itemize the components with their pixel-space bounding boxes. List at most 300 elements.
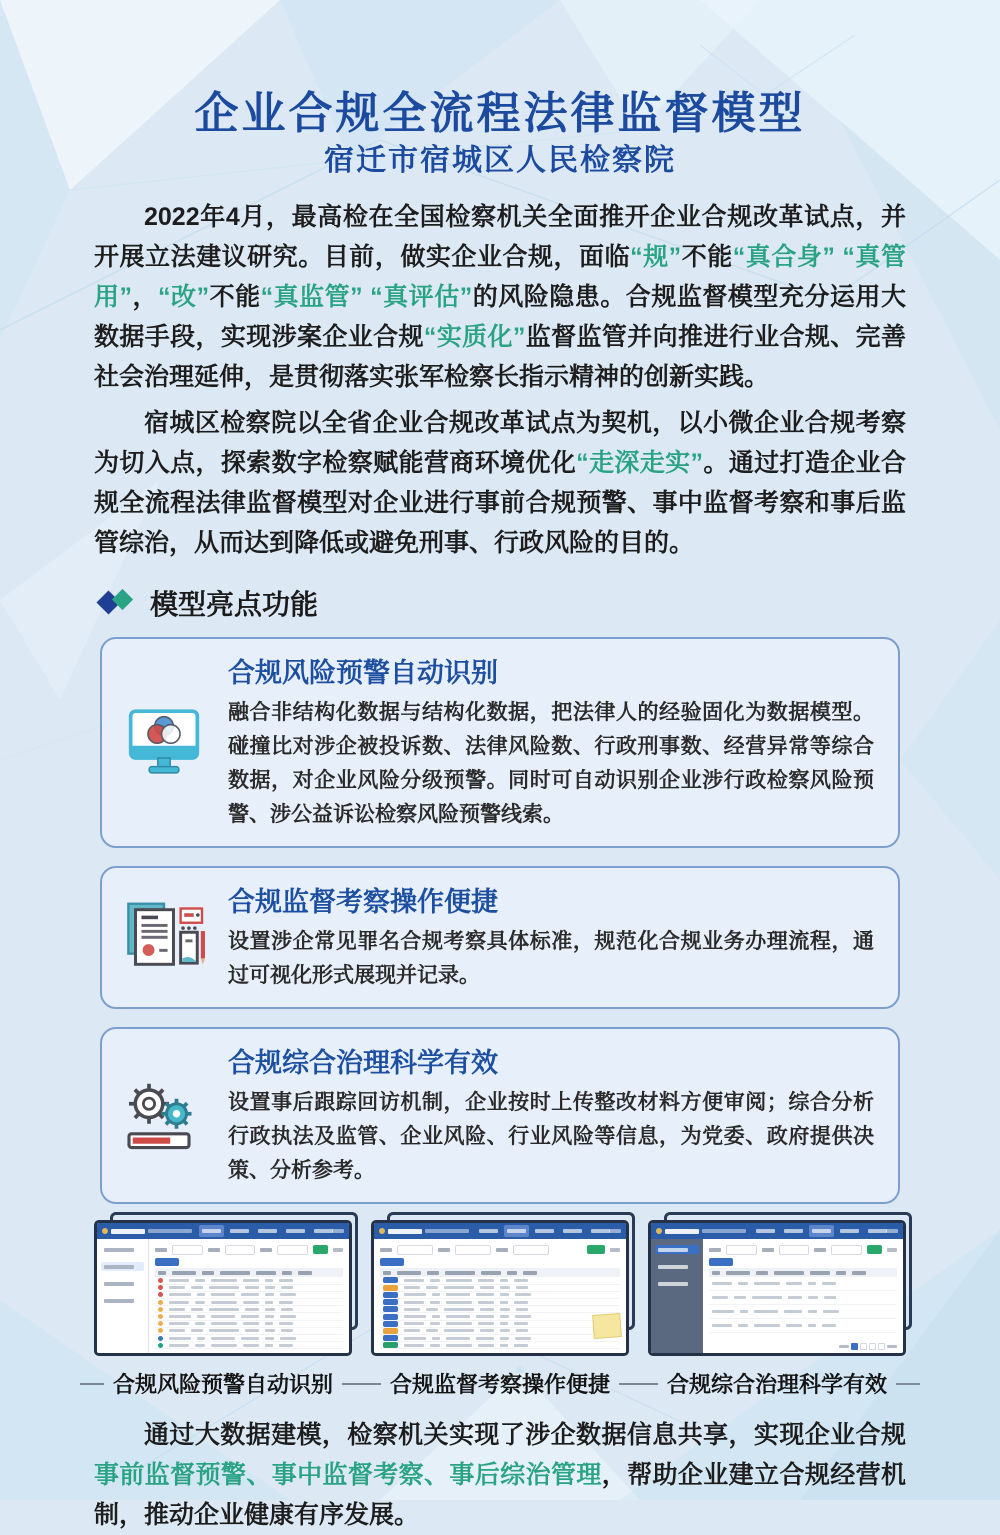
mini-window-header	[97, 1223, 349, 1239]
mini-table-row	[380, 1277, 620, 1284]
placeholder-bar	[784, 1229, 803, 1233]
placeholder-bar	[446, 1337, 470, 1340]
status-dot	[158, 1321, 163, 1326]
mini-filter-row	[380, 1243, 620, 1256]
mini-action-row	[155, 1256, 343, 1268]
placeholder-bar	[609, 1229, 621, 1233]
caption-supervision	[371, 1368, 629, 1399]
placeholder-bar	[333, 1248, 343, 1252]
mini-nav-item	[504, 1225, 529, 1237]
placeholder-bar	[279, 1301, 293, 1304]
text-segment: 。通过打造企业合规全流程法律监督模型对企业进行事前合规预警、事中监督考察和事后监管综治，从而达到降低或避免刑事、行政风险的目的。	[94, 449, 906, 558]
placeholder-bar	[279, 1344, 293, 1347]
highlighted-text: “真管用”	[94, 243, 906, 312]
status-badge	[383, 1328, 398, 1334]
placeholder-bar	[480, 1329, 494, 1332]
highlighted-text: “真监管”	[260, 283, 363, 312]
mini-table-row	[380, 1321, 620, 1328]
placeholder-bar	[887, 1248, 897, 1252]
emblem-icon	[102, 1228, 108, 1234]
placeholder-bar	[752, 1296, 782, 1299]
gears-icon	[114, 1076, 214, 1154]
screenshot-row	[94, 1220, 906, 1356]
text-segment: 的风险隐患。合规监督模型充分运用大数据手段，实现涉案企业合规	[94, 283, 906, 352]
mini-table-header	[709, 1268, 897, 1277]
status-badge	[383, 1285, 398, 1291]
placeholder-bar	[430, 1279, 440, 1282]
placeholder-bar	[388, 1229, 422, 1234]
mini-nav	[199, 1225, 329, 1237]
placeholder-bar	[516, 1329, 528, 1332]
placeholder-bar	[298, 1271, 312, 1275]
placeholder-bar	[738, 1282, 748, 1285]
placeholder-bar	[230, 1229, 249, 1233]
mini-add-button	[709, 1258, 733, 1266]
placeholder-bar	[404, 1315, 426, 1318]
placeholder-bar	[762, 1248, 774, 1252]
placeholder-bar	[754, 1310, 778, 1313]
text-segment: 宿城区检察院以全省企业合规改革试点为契机，以小微企业合规考察为切入点，探索数字检察赋能营商环境优化	[94, 409, 906, 478]
placeholder-bar	[241, 1337, 259, 1340]
placeholder-bar	[208, 1248, 220, 1252]
mini-sidebar-item	[101, 1245, 144, 1254]
placeholder-bar	[887, 1345, 897, 1348]
placeholder-bar	[195, 1322, 205, 1325]
placeholder-bar	[191, 1286, 203, 1289]
placeholder-bar	[282, 1271, 292, 1275]
placeholder-bar	[756, 1271, 768, 1275]
placeholder-bar	[260, 1248, 272, 1252]
placeholder-bar	[197, 1293, 205, 1296]
monitor-venn-icon	[114, 705, 214, 779]
placeholder-bar	[148, 1229, 192, 1233]
mini-input	[172, 1245, 203, 1255]
placeholder-bar	[476, 1315, 494, 1318]
placeholder-bar	[426, 1329, 438, 1332]
placeholder-bar	[786, 1282, 802, 1285]
placeholder-bar	[658, 1265, 688, 1269]
placeholder-bar	[404, 1286, 420, 1289]
mini-table-row	[380, 1285, 620, 1292]
placeholder-bar	[712, 1296, 728, 1299]
placeholder-bar	[265, 1301, 273, 1304]
status-badge	[383, 1299, 398, 1305]
placeholder-bar	[836, 1271, 846, 1275]
mini-main	[703, 1239, 903, 1353]
placeholder-bar	[169, 1337, 191, 1340]
placeholder-bar	[169, 1293, 191, 1296]
placeholder-bar	[404, 1344, 424, 1347]
placeholder-bar	[446, 1315, 470, 1318]
placeholder-bar	[514, 1322, 528, 1325]
mini-nav	[753, 1225, 883, 1237]
placeholder-bar	[444, 1286, 474, 1289]
mini-table-row	[155, 1277, 343, 1284]
mini-action-row	[380, 1256, 620, 1268]
placeholder-bar	[444, 1308, 474, 1311]
placeholder-bar	[712, 1310, 734, 1313]
mini-nav-item	[753, 1225, 778, 1237]
placeholder-bar	[243, 1344, 259, 1347]
status-badge	[383, 1342, 398, 1348]
mini-pagination	[839, 1343, 897, 1350]
mini-table-rows	[380, 1277, 620, 1349]
placeholder-bar	[446, 1279, 472, 1282]
sticky-note	[592, 1313, 622, 1339]
placeholder-bar	[211, 1344, 237, 1347]
placeholder-bar	[104, 1282, 134, 1286]
placeholder-bar	[516, 1308, 528, 1311]
placeholder-bar	[726, 1271, 750, 1275]
placeholder-bar	[279, 1322, 293, 1325]
dash-line	[80, 1383, 104, 1385]
status-dot	[158, 1300, 163, 1305]
caption-label: 合规监督考察操作便捷	[390, 1372, 611, 1398]
placeholder-bar	[478, 1279, 494, 1282]
placeholder-bar	[712, 1324, 732, 1327]
status-dot	[158, 1292, 163, 1297]
placeholder-bar	[754, 1324, 780, 1327]
mini-input	[726, 1245, 757, 1255]
placeholder-bar	[169, 1329, 185, 1332]
mini-table-row	[380, 1299, 620, 1306]
double-diamond-icon	[94, 585, 140, 621]
mini-sidebar	[97, 1239, 149, 1353]
placeholder-bar	[438, 1248, 450, 1252]
status-dot	[158, 1314, 163, 1319]
placeholder-bar	[104, 1299, 134, 1303]
placeholder-bar	[515, 1337, 531, 1340]
placeholder-bar	[515, 1315, 531, 1318]
card-body: 融合非结构化数据与结构化数据，把法律人的经验固化为数据模型。碰撞比对涉企被投诉数、法律风险数、行政刑事数、经营异常等综合数据，对企业风险分级预警。同时可自动识别企业涉行政检察风险预警、涉公益诉讼检察风险预警线索。	[228, 701, 874, 827]
screenshot-captions	[94, 1368, 906, 1399]
mini-table-row	[155, 1342, 343, 1349]
mini-nav-item	[199, 1225, 224, 1237]
mini-table-rows	[155, 1277, 343, 1349]
mini-search-button	[313, 1245, 328, 1254]
status-badge	[383, 1335, 398, 1341]
text-segment: 不能	[209, 283, 261, 312]
placeholder-bar	[852, 1271, 866, 1275]
mini-main	[374, 1239, 626, 1353]
placeholder-bar	[658, 1248, 688, 1252]
placeholder-bar	[169, 1301, 189, 1304]
card-title: 合规综合治理科学有效	[228, 1048, 498, 1079]
placeholder-bar	[500, 1344, 508, 1347]
dash-line	[634, 1383, 658, 1385]
placeholder-bar	[427, 1271, 439, 1275]
card-text	[228, 880, 874, 993]
placeholder-bar	[265, 1344, 273, 1347]
text-segment: 通过大数据建模，检察机关实现了涉企数据信息共享，实现企业合规	[144, 1421, 906, 1450]
placeholder-bar	[404, 1308, 420, 1311]
placeholder-bar	[265, 1322, 273, 1325]
placeholder-bar	[211, 1315, 235, 1318]
mini-table-row	[380, 1306, 620, 1313]
highlighted-text: 事前监督预警、事中监督考察、事后综治管理	[94, 1461, 602, 1490]
placeholder-bar	[104, 1265, 134, 1269]
placeholder-bar	[774, 1271, 804, 1275]
placeholder-bar	[812, 1229, 831, 1233]
placeholder-bar	[507, 1229, 526, 1233]
placeholder-bar	[514, 1301, 528, 1304]
mini-add-button	[380, 1258, 404, 1266]
placeholder-bar	[426, 1308, 438, 1311]
placeholder-bar	[243, 1279, 259, 1282]
mini-sidebar-item	[655, 1262, 699, 1271]
placeholder-bar	[446, 1322, 472, 1325]
placeholder-bar	[211, 1301, 237, 1304]
text-segment: 2022年4月，最高检在全国检察机关全面推开企业合规改革试点，并开展立法建议研究。目前，做实企业合规，面临	[94, 203, 906, 272]
mini-table-row	[155, 1299, 343, 1306]
placeholder-bar	[241, 1315, 259, 1318]
placeholder-bar	[281, 1286, 293, 1289]
placeholder-bar	[430, 1301, 440, 1304]
mini-window-header	[651, 1223, 903, 1239]
mini-sidebar-item	[101, 1279, 144, 1288]
placeholder-bar	[245, 1286, 259, 1289]
status-badge	[383, 1277, 398, 1283]
highlighted-text: “实质化”	[423, 323, 526, 352]
placeholder-bar	[500, 1308, 510, 1311]
placeholder-bar	[265, 1293, 274, 1296]
mini-table-row	[155, 1285, 343, 1292]
page-button	[869, 1343, 876, 1350]
mini-sidebar-item	[655, 1279, 699, 1288]
placeholder-bar	[756, 1229, 775, 1233]
placeholder-bar	[523, 1271, 537, 1275]
section-header	[94, 583, 906, 623]
mini-table-row	[155, 1292, 343, 1299]
placeholder-bar	[702, 1229, 746, 1233]
placeholder-bar	[824, 1296, 836, 1299]
placeholder-bar	[111, 1229, 145, 1234]
placeholder-bar	[591, 1229, 610, 1233]
placeholder-bar	[478, 1301, 494, 1304]
mini-input	[225, 1245, 256, 1255]
mini-table-row	[380, 1313, 620, 1320]
mini-nav-item	[809, 1225, 834, 1237]
placeholder-bar	[241, 1293, 259, 1296]
placeholder-bar	[243, 1322, 259, 1325]
placeholder-bar	[500, 1301, 508, 1304]
card-body: 设置事后跟踪回访机制，企业按时上传整改材料方便审阅；综合分析行政执法及监管、企业风险、行业风险等信息，为党委、政府提供决策、分析参考。	[228, 1091, 874, 1183]
placeholder-bar	[314, 1229, 333, 1233]
status-dot	[158, 1307, 163, 1312]
placeholder-bar	[480, 1308, 494, 1311]
mini-table-header	[380, 1268, 620, 1277]
placeholder-bar	[404, 1322, 424, 1325]
placeholder-bar	[209, 1308, 239, 1311]
placeholder-bar	[430, 1322, 440, 1325]
placeholder-bar	[202, 1229, 221, 1233]
highlighted-text: “真合身”	[732, 243, 835, 272]
placeholder-bar	[211, 1279, 237, 1282]
placeholder-bar	[480, 1286, 494, 1289]
card-comprehensive-governance	[100, 1027, 900, 1204]
placeholder-bar	[446, 1344, 472, 1347]
placeholder-bar	[500, 1286, 510, 1289]
placeholder-bar	[158, 1271, 166, 1275]
placeholder-bar	[444, 1329, 474, 1332]
page-button	[860, 1343, 867, 1350]
placeholder-bar	[500, 1279, 508, 1282]
placeholder-bar	[500, 1329, 510, 1332]
placeholder-bar	[209, 1286, 239, 1289]
card-text	[228, 1041, 874, 1188]
mini-window	[371, 1220, 629, 1356]
placeholder-bar	[220, 1271, 250, 1275]
text-segment: 监督监管并向推进行业合规、完善社会治理延伸，是贯彻落实张军检察长指示精神的创新实践。	[94, 323, 906, 392]
card-risk-warning	[100, 637, 900, 848]
text-segment: 不能	[681, 243, 733, 272]
placeholder-bar	[479, 1229, 498, 1233]
placeholder-bar	[808, 1296, 818, 1299]
placeholder-bar	[822, 1324, 836, 1327]
status-dot	[158, 1278, 163, 1283]
placeholder-bar	[265, 1279, 273, 1282]
mini-table-row	[709, 1319, 897, 1333]
placeholder-bar	[279, 1279, 293, 1282]
placeholder-bar	[211, 1337, 235, 1340]
mini-table-header	[155, 1268, 343, 1277]
placeholder-bar	[478, 1344, 494, 1347]
placeholder-bar	[280, 1293, 296, 1296]
placeholder-bar	[155, 1248, 167, 1252]
placeholder-bar	[404, 1279, 424, 1282]
placeholder-bar	[535, 1229, 554, 1233]
placeholder-bar	[280, 1337, 296, 1340]
card-title: 合规监督考察操作便捷	[228, 887, 498, 918]
placeholder-bar	[514, 1279, 528, 1282]
mini-input	[277, 1245, 308, 1255]
placeholder-bar	[169, 1344, 189, 1347]
card-supervision-inspection	[100, 866, 900, 1009]
placeholder-bar	[383, 1271, 391, 1275]
placeholder-bar	[754, 1282, 780, 1285]
placeholder-bar	[169, 1279, 189, 1282]
placeholder-bar	[610, 1248, 620, 1252]
placeholder-bar	[712, 1271, 720, 1275]
placeholder-bar	[500, 1293, 509, 1296]
card-text	[228, 651, 874, 832]
placeholder-bar	[738, 1324, 748, 1327]
placeholder-bar	[265, 1308, 275, 1311]
placeholder-bar	[665, 1229, 699, 1234]
placeholder-bar	[380, 1248, 392, 1252]
placeholder-bar	[211, 1322, 237, 1325]
mini-table-row	[709, 1305, 897, 1319]
mini-table-row	[380, 1342, 620, 1349]
placeholder-bar	[404, 1301, 424, 1304]
mini-sidebar	[651, 1239, 703, 1353]
status-badge	[383, 1314, 398, 1320]
placeholder-bar	[734, 1296, 746, 1299]
placeholder-bar	[258, 1229, 277, 1233]
page-button	[851, 1343, 858, 1350]
mini-table-row	[155, 1328, 343, 1335]
mini-input	[455, 1245, 491, 1255]
placeholder-bar	[481, 1271, 501, 1275]
status-dot	[158, 1328, 163, 1333]
ui-screenshot-risk-warning	[94, 1220, 352, 1356]
placeholder-bar	[191, 1329, 203, 1332]
section-title: 模型亮点功能	[150, 589, 319, 621]
mini-action-row	[709, 1256, 897, 1268]
mini-input	[831, 1245, 862, 1255]
mini-window-body	[374, 1239, 626, 1353]
placeholder-bar	[169, 1315, 191, 1318]
placeholder-bar	[822, 1282, 836, 1285]
status-dot	[158, 1336, 163, 1341]
card-title: 合规风险预警自动识别	[228, 658, 498, 689]
placeholder-bar	[404, 1293, 426, 1296]
placeholder-bar	[169, 1322, 189, 1325]
mini-nav-item	[560, 1225, 585, 1237]
placeholder-bar	[169, 1308, 185, 1311]
placeholder-bar	[172, 1271, 196, 1275]
caption-label: 合规风险预警自动识别	[113, 1372, 334, 1398]
status-badge	[383, 1306, 398, 1312]
placeholder-bar	[281, 1329, 293, 1332]
highlighted-text: “改”	[158, 283, 210, 312]
documents-icon	[114, 899, 214, 975]
text-segment: ，帮助企业建立合规经营机制，推动企业健康有序发展。	[94, 1461, 906, 1530]
placeholder-bar	[446, 1301, 472, 1304]
placeholder-bar	[515, 1293, 531, 1296]
page-subtitle: 宿迁市宿城区人民检察院	[324, 144, 676, 178]
mini-table-row	[155, 1313, 343, 1320]
dash-line	[357, 1383, 381, 1385]
placeholder-bar	[397, 1271, 421, 1275]
placeholder-bar	[430, 1344, 440, 1347]
caption-risk-warning	[94, 1368, 352, 1399]
placeholder-bar	[425, 1229, 469, 1233]
intro-paragraph-2	[94, 403, 906, 563]
status-badge	[383, 1292, 398, 1298]
placeholder-bar	[500, 1337, 509, 1340]
placeholder-bar	[476, 1293, 494, 1296]
placeholder-bar	[709, 1248, 721, 1252]
placeholder-bar	[197, 1337, 205, 1340]
placeholder-bar	[868, 1229, 887, 1233]
placeholder-bar	[810, 1271, 830, 1275]
placeholder-bar	[404, 1329, 420, 1332]
placeholder-bar	[886, 1229, 898, 1233]
placeholder-bar	[202, 1271, 214, 1275]
placeholder-bar	[281, 1308, 293, 1311]
placeholder-bar	[265, 1337, 274, 1340]
placeholder-bar	[197, 1315, 205, 1318]
dash-line	[896, 1383, 920, 1385]
caption-label: 合规综合治理科学有效	[667, 1372, 888, 1398]
placeholder-bar	[500, 1315, 509, 1318]
placeholder-bar	[432, 1337, 440, 1340]
placeholder-bar	[195, 1344, 205, 1347]
highlighted-text: “真评估”	[370, 283, 473, 312]
mini-nav-item	[532, 1225, 557, 1237]
placeholder-bar	[839, 1345, 849, 1348]
mini-table-row	[155, 1335, 343, 1342]
placeholder-bar	[658, 1282, 688, 1286]
placeholder-bar	[265, 1286, 275, 1289]
page-button	[878, 1343, 885, 1350]
ui-screenshot-supervision	[371, 1220, 629, 1356]
placeholder-bar	[712, 1282, 732, 1285]
placeholder-bar	[446, 1293, 470, 1296]
mini-window-header	[374, 1223, 626, 1239]
placeholder-bar	[243, 1301, 259, 1304]
